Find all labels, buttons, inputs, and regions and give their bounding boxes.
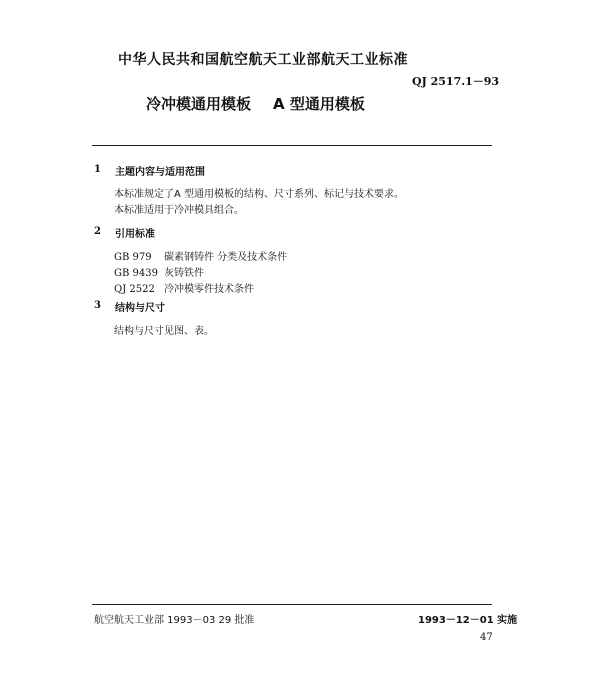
- title-part-1: 冷冲模通用模板: [146, 95, 252, 113]
- effective-date: 1993－12－01 实施: [418, 615, 518, 626]
- footer-rule: [92, 604, 492, 605]
- issuer-name: 中华人民共和国航空航天工业部航天工业标准: [118, 52, 408, 68]
- approval-date: 航空航天工业部 1993－03 29 批准: [94, 615, 255, 626]
- section-1-title: 主题内容与适用范围: [115, 167, 205, 178]
- reference-title: 碳素钢铸件 分类及技术条件: [164, 252, 288, 263]
- header-rule: [92, 145, 492, 146]
- reference-code: GB 979: [114, 252, 152, 263]
- section-2-number: 2: [94, 226, 101, 237]
- section-3-title: 结构与尺寸: [115, 303, 165, 314]
- document-title: [146, 93, 365, 114]
- title-part-2: A 型通用模板: [273, 95, 365, 113]
- reference-code: QJ 2522: [114, 284, 155, 295]
- section-3-line-1: 结构与尺寸见图、表。: [114, 326, 214, 337]
- reference-code: GB 9439: [114, 268, 158, 279]
- section-2-title: 引用标准: [115, 229, 155, 240]
- page-number: 47: [480, 632, 493, 643]
- standard-code: QJ 2517.1－93: [412, 75, 500, 88]
- section-1-number: 1: [94, 164, 101, 175]
- section-1-line-1: 本标准规定了A 型通用模板的结构、尺寸系列、标记与技术要求。: [114, 189, 405, 200]
- reference-title: 冷冲模零件技术条件: [164, 284, 254, 295]
- section-1-line-2: 本标准适用于冷冲模具组合。: [114, 205, 244, 216]
- section-3-number: 3: [94, 300, 101, 311]
- reference-title: 灰铸铁件: [164, 268, 204, 279]
- reference-item: [114, 277, 254, 296]
